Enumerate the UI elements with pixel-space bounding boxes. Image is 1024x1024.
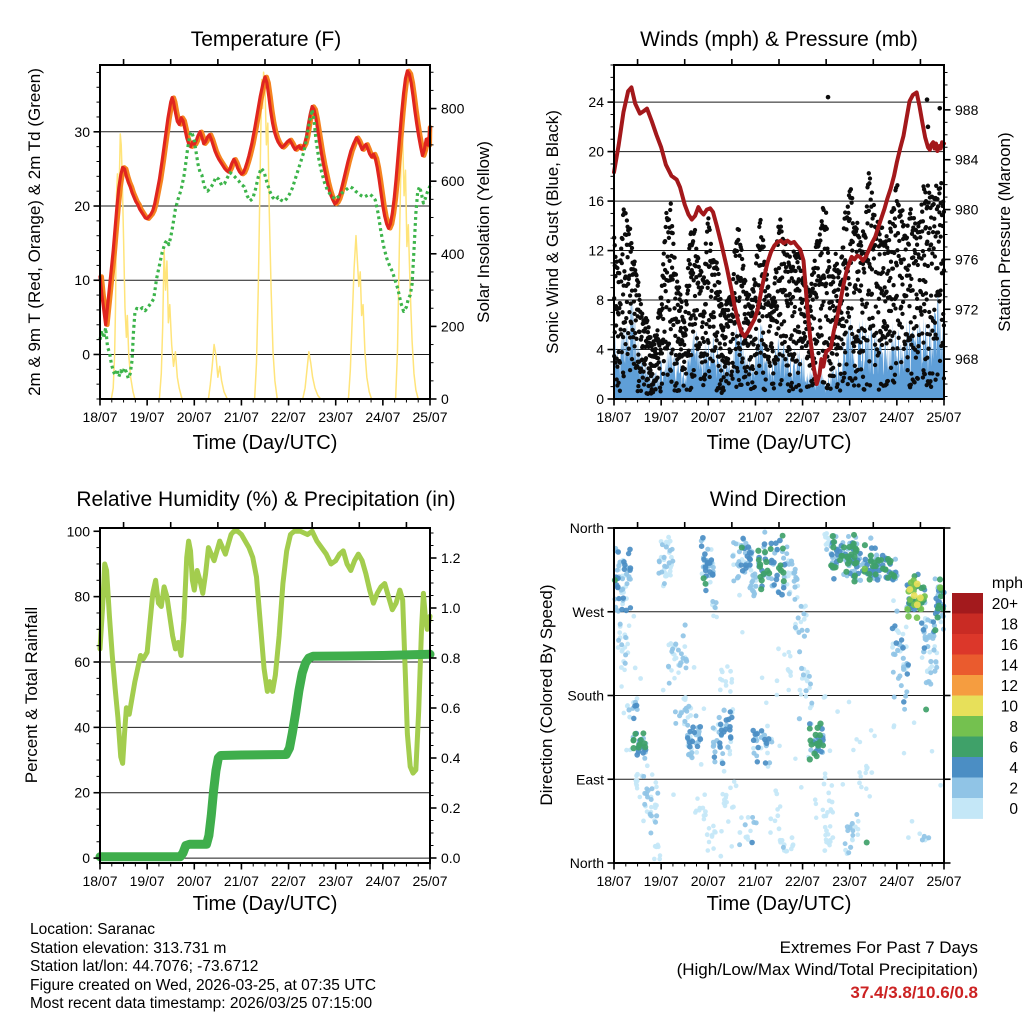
svg-text:18/07: 18/07 xyxy=(82,409,118,425)
direction-plot-area xyxy=(567,520,961,889)
svg-text:200: 200 xyxy=(441,318,465,335)
svg-text:980: 980 xyxy=(955,201,979,218)
svg-text:18/07: 18/07 xyxy=(596,409,632,425)
station-elevation: Station elevation: 313.731 m xyxy=(30,939,227,957)
winds-plot-area xyxy=(588,59,978,425)
svg-text:19/07: 19/07 xyxy=(643,873,679,889)
humidity-left-axis-label: Percent & Total Rainfall xyxy=(22,606,41,784)
svg-text:60: 60 xyxy=(74,654,90,670)
temperature-xaxis-title: Time (Day/UTC) xyxy=(192,432,338,454)
svg-text:12: 12 xyxy=(1000,677,1018,695)
humidity-xaxis-title: Time (Day/UTC) xyxy=(192,893,338,915)
svg-text:2: 2 xyxy=(1009,780,1018,798)
svg-text:800: 800 xyxy=(441,100,465,117)
svg-text:21/07: 21/07 xyxy=(223,873,259,889)
winds-title: Winds (mph) & Pressure (mb) xyxy=(640,28,918,51)
svg-text:18/07: 18/07 xyxy=(82,873,118,889)
svg-text:40: 40 xyxy=(74,719,90,736)
temperature-title: Temperature (F) xyxy=(190,28,342,51)
svg-text:30: 30 xyxy=(74,123,90,140)
svg-text:8: 8 xyxy=(596,292,604,309)
svg-text:600: 600 xyxy=(441,173,465,190)
svg-text:24/07: 24/07 xyxy=(879,873,915,889)
direction-left-axis-label: Direction (Colored By Speed) xyxy=(537,584,556,806)
svg-text:988: 988 xyxy=(955,101,979,118)
svg-text:20/07: 20/07 xyxy=(176,873,212,889)
svg-text:21/07: 21/07 xyxy=(223,409,259,425)
svg-text:mph: mph xyxy=(991,575,1023,592)
humidity-plot-area xyxy=(67,522,461,889)
svg-text:18: 18 xyxy=(1000,616,1018,634)
svg-text:24/07: 24/07 xyxy=(879,409,915,425)
svg-text:16: 16 xyxy=(588,193,604,210)
svg-text:0.8: 0.8 xyxy=(441,650,461,666)
svg-text:22/07: 22/07 xyxy=(785,409,821,425)
svg-text:4: 4 xyxy=(596,341,604,358)
wind-direction-title: Wind Direction xyxy=(709,488,847,511)
direction-xaxis-title: Time (Day/UTC) xyxy=(706,893,852,915)
svg-text:20/07: 20/07 xyxy=(690,409,726,425)
extremes-summary xyxy=(677,937,978,1004)
svg-text:0: 0 xyxy=(82,346,90,363)
svg-text:4: 4 xyxy=(1009,759,1018,777)
svg-text:0: 0 xyxy=(82,850,90,867)
svg-text:80: 80 xyxy=(74,588,90,605)
svg-text:24: 24 xyxy=(588,94,604,111)
svg-text:19/07: 19/07 xyxy=(129,873,165,889)
svg-text:19/07: 19/07 xyxy=(129,409,165,425)
svg-text:24/07: 24/07 xyxy=(365,409,401,425)
svg-text:10: 10 xyxy=(74,272,90,289)
svg-text:0: 0 xyxy=(1009,800,1018,818)
station-latlon: Station lat/lon: 44.7076; -73.6712 xyxy=(30,958,259,976)
svg-text:22/07: 22/07 xyxy=(271,409,307,425)
svg-text:23/07: 23/07 xyxy=(832,409,868,425)
svg-text:20: 20 xyxy=(74,784,90,801)
humidity-title: Relative Humidity (%) & Precipitation (in) xyxy=(76,488,456,511)
svg-text:East: East xyxy=(575,771,604,788)
svg-text:20: 20 xyxy=(588,143,604,160)
svg-text:23/07: 23/07 xyxy=(318,873,354,889)
most-recent-timestamp: Most recent data timestamp: 2026/03/25 07:15:00 xyxy=(30,995,373,1013)
svg-text:23/07: 23/07 xyxy=(318,409,354,425)
svg-text:20+: 20+ xyxy=(991,595,1018,613)
extremes-subtitle: (High/Low/Max Wind/Total Precipitation) xyxy=(676,959,978,979)
svg-text:North: North xyxy=(569,520,604,536)
svg-text:24/07: 24/07 xyxy=(365,873,401,889)
svg-text:14: 14 xyxy=(1000,657,1018,675)
svg-text:0.0: 0.0 xyxy=(441,850,461,866)
svg-text:20/07: 20/07 xyxy=(690,873,726,889)
svg-text:25/07: 25/07 xyxy=(926,873,962,889)
svg-text:6: 6 xyxy=(1009,739,1018,757)
svg-text:18/07: 18/07 xyxy=(596,873,632,889)
svg-text:984: 984 xyxy=(955,151,979,168)
svg-text:12: 12 xyxy=(588,242,604,259)
svg-text:21/07: 21/07 xyxy=(737,873,773,889)
svg-text:972: 972 xyxy=(955,301,979,318)
svg-text:25/07: 25/07 xyxy=(926,409,962,425)
svg-text:1.0: 1.0 xyxy=(441,600,461,616)
temperature-plot-area xyxy=(74,59,464,425)
svg-text:100: 100 xyxy=(66,523,90,540)
svg-text:10: 10 xyxy=(1000,698,1018,716)
svg-text:22/07: 22/07 xyxy=(785,873,821,889)
svg-text:16: 16 xyxy=(1000,636,1018,654)
pressure-right-axis-label: Station Pressure (Maroon) xyxy=(995,132,1014,332)
svg-text:21/07: 21/07 xyxy=(737,409,773,425)
svg-text:20: 20 xyxy=(74,198,90,215)
station-info xyxy=(30,921,376,1014)
svg-text:968: 968 xyxy=(955,351,979,368)
figure-created: Figure created on Wed, 2026-03-25, at 07:35 UTC xyxy=(30,976,377,994)
svg-text:0.6: 0.6 xyxy=(441,700,461,716)
extremes-values: 37.4/3.8/10.6/0.8 xyxy=(850,983,978,1002)
winds-xaxis-title: Time (Day/UTC) xyxy=(706,432,852,454)
solar-right-axis-label: Solar Insolation (Yellow) xyxy=(474,141,493,323)
svg-text:0.4: 0.4 xyxy=(441,750,461,766)
svg-text:23/07: 23/07 xyxy=(832,873,868,889)
extremes-title: Extremes For Past 7 Days xyxy=(779,938,978,957)
svg-text:25/07: 25/07 xyxy=(412,409,448,425)
svg-text:West: West xyxy=(572,603,604,620)
station-location: Location: Saranac xyxy=(30,921,155,938)
temperature-left-axis-label: 2m & 9m T (Red, Orange) & 2m Td (Green) xyxy=(25,68,44,396)
svg-text:0: 0 xyxy=(596,391,604,407)
svg-text:25/07: 25/07 xyxy=(412,873,448,889)
svg-text:8: 8 xyxy=(1009,718,1018,736)
speed-colorbar xyxy=(952,575,1023,819)
svg-text:19/07: 19/07 xyxy=(643,409,679,425)
svg-text:South: South xyxy=(567,687,604,704)
svg-text:0.2: 0.2 xyxy=(441,800,461,816)
svg-text:20/07: 20/07 xyxy=(176,409,212,425)
wind-left-axis-label: Sonic Wind & Gust (Blue, Black) xyxy=(543,110,562,354)
svg-text:22/07: 22/07 xyxy=(271,873,307,889)
svg-text:976: 976 xyxy=(955,251,979,268)
svg-text:North: North xyxy=(569,855,604,871)
svg-text:0: 0 xyxy=(441,391,449,407)
svg-text:1.2: 1.2 xyxy=(441,550,461,566)
svg-text:400: 400 xyxy=(441,245,465,262)
